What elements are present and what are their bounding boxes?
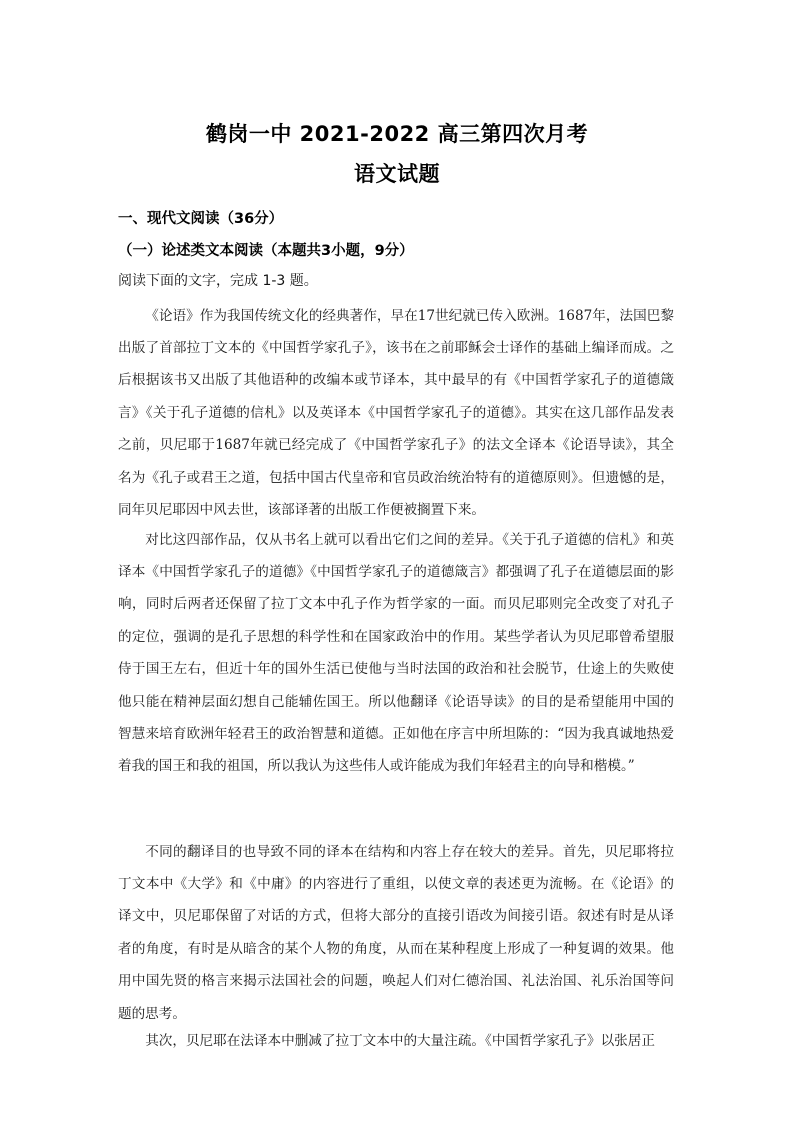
exam-title: 鹤岗一中 2021-2022 高三第四次月考 — [205, 122, 589, 146]
section-heading: 一、现代文阅读（36分） — [118, 211, 284, 227]
passage-paragraph-1: 《论语》作为我国传统文化的经典著作，早在17世纪就已传入欧洲。1687年，法国巴黎出版了首部拉丁文本的《中国哲学家孔子》，该书在之前耶稣会士译作的基础上编译而成。之后根据该书又出版了其他语种的改编本或节译本，其中最早的有《中国哲学家孔子的道德箴言》《关于孔子道德的信札》以及英译本《中国哲学家孔子的道德》。其实在这几部作品发表之前，贝尼耶于1687年就已经完成了《中国哲学家孔子》的法文全译本《论语导读》，其全名为《孔子或君王之道，包括中国古代皇帝和官员政治统治特有的道德原则》。但遗憾的是，同年贝尼耶因中风去世，该部译著的出版工作便被搁置下来。 — [118, 307, 674, 519]
passage-paragraph-4: 其次，贝尼耶在法译本中删减了拉丁文本中的大量注疏。《中国哲学家孔子》以张居正 — [145, 1032, 655, 1049]
passage-paragraph-2: 对比这四部作品，仅从书名上就可以看出它们之间的差异。《关于孔子道德的信札》和英译本《中国哲学家孔子的道德》《中国哲学家孔子的道德箴言》都强调了孔子在道德层面的影响，同时后两者还保留了拉丁文本中孔子作为哲学家的一面。而贝尼耶则完全改变了对孔子的定位，强调的是孔子思想的科学性和在国家政治中的作用。某些学者认为贝尼耶曾希望服侍于国王左右，但近十年的国外生活已使他与当时法国的政治和社会脱节，仕途上的失败使他只能在精神层面幻想自己能辅佐国王。所以他翻译《论语导读》的目的是希望能用中国的智慧来培育欧洲年轻君王的政治智慧和道德。正如他在序言中所坦陈的：“因为我真诚地热爱着我的国王和我的祖国，所以我认为这些伟人或许能成为我们年轻君主的向导和楷模。” — [118, 531, 674, 775]
reading-instruction: 阅读下面的文字，完成 1-3 题。 — [118, 273, 318, 289]
exam-subtitle: 语文试题 — [354, 162, 440, 186]
subsection-heading: （一）论述类文本阅读（本题共3小题，9分） — [118, 243, 414, 259]
passage-paragraph-3: 不同的翻译目的也导致不同的译本在结构和内容上存在较大的差异。首先，贝尼耶将拉丁文本中《大学》和《中庸》的内容进行了重组，以使文章的表述更为流畅。在《论语》的译文中，贝尼耶保留了对话的方式，但将大部分的直接引语改为间接引语。叙述有时是从译者的角度，有时是从暗含的某个人物的角度，从而在某种程度上形成了一种复调的效果。他用中国先贤的格言来揭示法国社会的问题，唤起人们对仁德治国、礼法治国、礼乐治国等问题的思考。 — [118, 843, 674, 1022]
